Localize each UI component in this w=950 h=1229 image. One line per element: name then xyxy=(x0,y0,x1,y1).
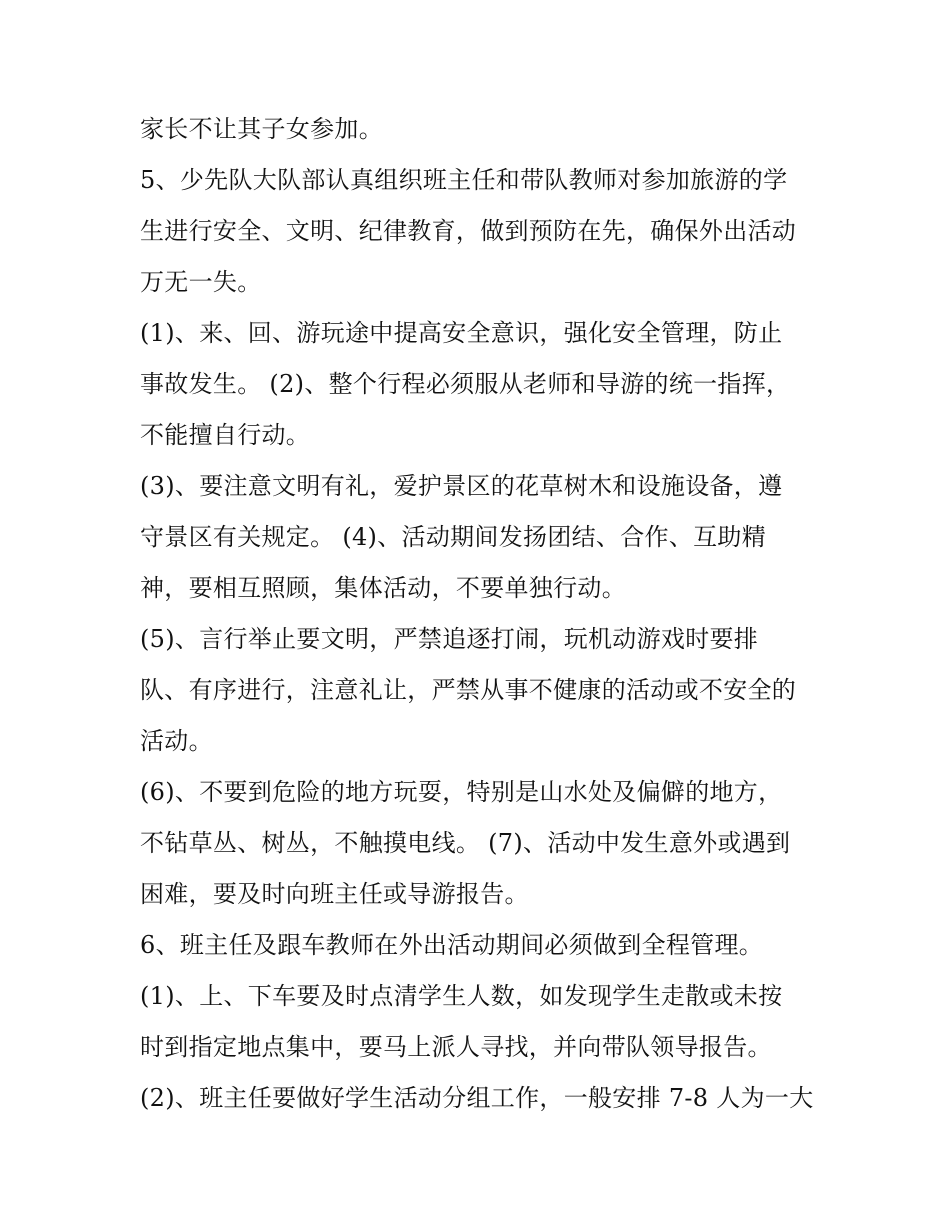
text-line-2: 5、少先队大队部认真组织班主任和带队教师对参加旅游的学 xyxy=(140,166,788,194)
text-line-19: 时到指定地点集中，要马上派人寻找，并向带队领导报告。 xyxy=(140,1033,772,1061)
text-line-20: (2)、班主任要做好学生活动分组工作，一般安排 7-8 人为一大 xyxy=(140,1084,814,1112)
text-line-17: 6、班主任及跟车教师在外出活动期间必须做到全程管理。 xyxy=(140,931,764,959)
text-line-1: 家长不让其子女参加。 xyxy=(140,115,383,143)
text-line-13: 活动。 xyxy=(140,727,213,755)
text-line-8: (3)、要注意文明有礼，爱护景区的花草树木和设施设备，遵 xyxy=(140,472,783,500)
text-line-5: (1)、来、回、游玩途中提高安全意识，强化安全管理，防止 xyxy=(140,319,783,347)
text-line-14: (6)、不要到危险的地方玩耍，特别是山水处及偏僻的地方， xyxy=(140,778,783,806)
document-body-text xyxy=(140,104,820,1124)
text-line-15: 不钻草丛、树丛，不触摸电线。 (7)、活动中发生意外或遇到 xyxy=(140,829,791,857)
text-line-18: (1)、上、下车要及时点清学生人数，如发现学生走散或未按 xyxy=(140,982,783,1010)
text-line-10: 神，要相互照顾，集体活动，不要单独行动。 xyxy=(140,574,626,602)
text-line-7: 不能擅自行动。 xyxy=(140,421,311,449)
text-line-12: 队、有序进行，注意礼让，严禁从事不健康的活动或不安全的 xyxy=(140,676,797,704)
text-line-16: 困难，要及时向班主任或导游报告。 xyxy=(140,880,529,908)
text-line-3: 生进行安全、文明、纪律教育，做到预防在先，确保外出活动 xyxy=(140,217,797,245)
text-line-4: 万无一失。 xyxy=(140,268,262,296)
text-line-11: (5)、言行举止要文明，严禁追逐打闹，玩机动游戏时要排 xyxy=(140,625,759,653)
text-line-9: 守景区有关规定。 (4)、活动期间发扬团结、合作、互助精 xyxy=(140,523,767,551)
text-line-6: 事故发生。 (2)、整个行程必须服从老师和导游的统一指挥， xyxy=(140,370,791,398)
